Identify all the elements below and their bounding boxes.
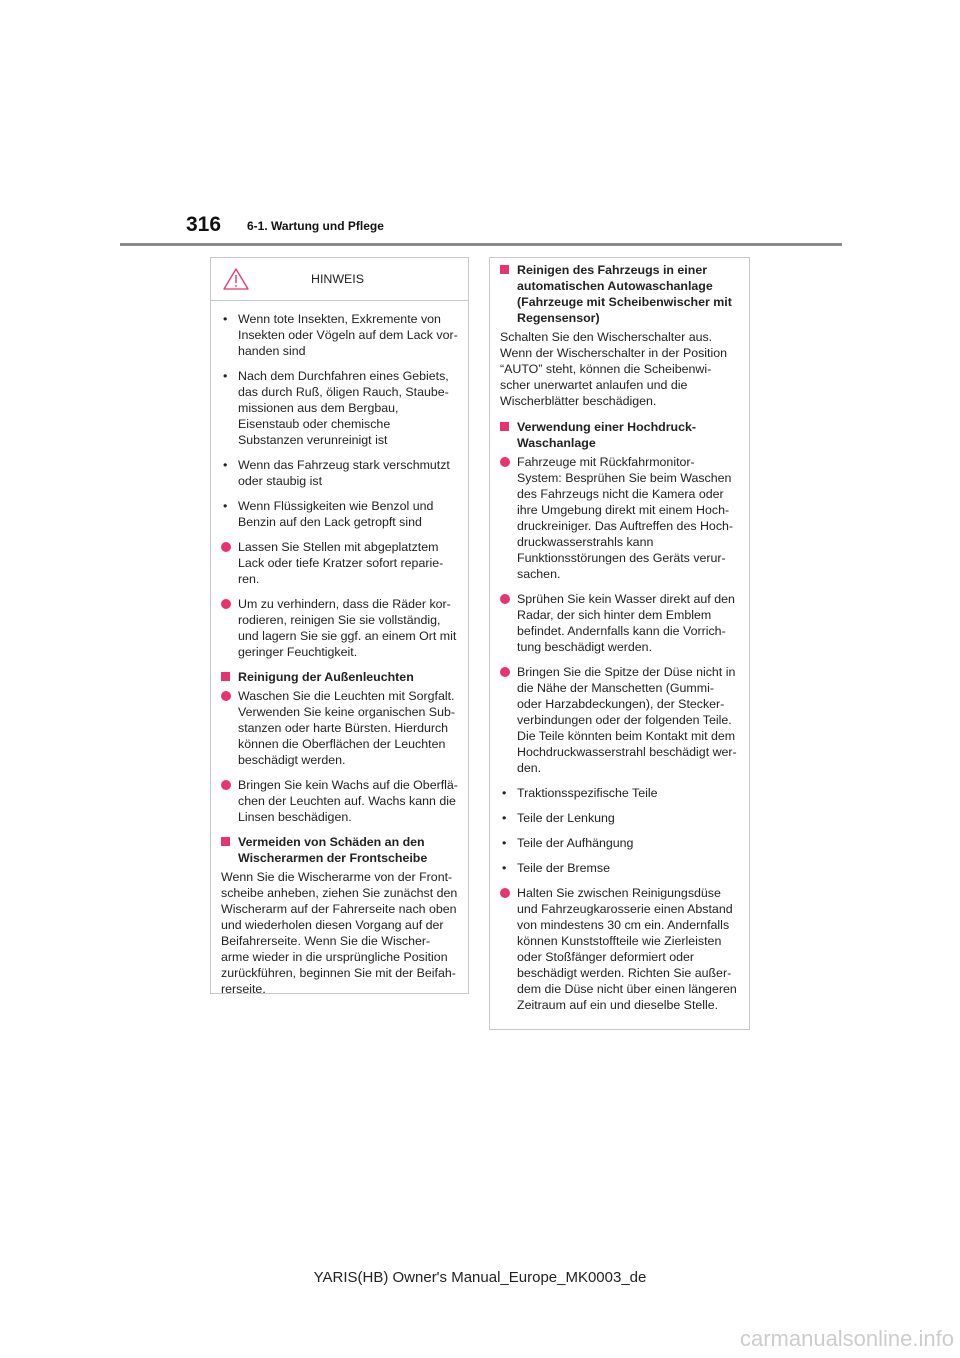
paragraph: Schalten Sie den Wischerschalter aus. Wenn der Wischerschalter in der Position “AUTO” steht, können die Scheibenwi-scher unerwartet anlaufen und die Wischerblätter beschädigen. xyxy=(500,330,728,408)
bullet-icon xyxy=(500,457,510,467)
notice-box xyxy=(210,257,469,994)
list-item: Lassen Sie Stellen mit abgeplatztem Lack oder tiefe Kratzer sofort reparie-ren. xyxy=(221,539,458,587)
list-item: • Teile der Lenkung xyxy=(502,811,615,825)
notice-header xyxy=(221,266,458,300)
subheading: Verwendung einer Hochdruck-Waschanlage xyxy=(500,419,739,451)
square-bullet-icon xyxy=(221,837,230,846)
warning-triangle-icon xyxy=(223,268,249,290)
page-number: 316 xyxy=(186,213,222,236)
list-item: Bringen Sie die Spitze der Düse nicht in die Nähe der Manschetten (Gummi- oder Harzabdeckungen), der Stecker-verbindungen oder der folgenden Teile. Die Teile könnten beim Kontakt mit dem Hochdruckwasserstrahl beschädigt wer-den. xyxy=(500,664,739,776)
list-item: Bringen Sie kein Wachs auf die Oberflä-chen der Leuchten auf. Wachs kann die Linsen beschädigen. xyxy=(221,777,458,825)
list-item: Um zu verhindern, dass die Räder kor-rodieren, reinigen Sie sie vollständig, und lagern Sie sie ggf. an einem Ort mit geringer Feuchtigkeit. xyxy=(221,596,458,660)
watermark: carmanualsonline.info xyxy=(739,1326,954,1351)
square-bullet-icon xyxy=(500,422,509,431)
list-item: Sprühen Sie kein Wasser direkt auf den Radar, der sich hinter dem Emblem befindet. Andernfalls kann die Vorrich-tung beschädigt werden. xyxy=(500,591,739,655)
list-item: • Teile der Bremse xyxy=(502,861,610,875)
notice-divider xyxy=(211,300,468,301)
section-title: 6-1. Wartung und Pflege xyxy=(247,219,384,233)
subheading: Reinigung der Außenleuchten xyxy=(221,669,458,685)
square-bullet-icon xyxy=(221,672,230,681)
bullet-icon xyxy=(221,599,231,609)
notice-box-continued xyxy=(489,257,750,1030)
bullet-icon xyxy=(221,542,231,552)
list-item: Fahrzeuge mit Rückfahrmonitor-System: Besprühen Sie beim Waschen des Fahrzeugs nicht die Kamera oder ihre Umgebung direkt mit einem Hoch-druckreiniger. Das Auftreffen des Hoch-druckwasserstrahls kann Funktionsstörungen des Geräts verur-sachen. xyxy=(500,454,739,582)
bullet-icon xyxy=(221,780,231,790)
subheading: Vermeiden von Schäden an den Wischerarmen der Frontscheibe xyxy=(221,834,458,866)
list-item: • Wenn Flüssigkeiten wie Benzol und Benzin auf den Lack getropft sind xyxy=(223,499,434,529)
list-item: Halten Sie zwischen Reinigungsdüse und Fahrzeugkarosserie einen Abstand von mindestens 30 cm ein. Andernfalls können Kunststoffteile wie Zierleisten oder Stoßfänger deformiert oder beschädigt werden. Richten Sie außer-dem die Düse nicht über einen längeren Zeitraum auf ein und dieselbe Stelle. xyxy=(500,885,739,1013)
header-divider xyxy=(120,243,842,246)
square-bullet-icon xyxy=(500,265,509,274)
list-item: • Traktionsspezifische Teile xyxy=(502,786,658,800)
bullet-icon xyxy=(500,888,510,898)
list-item: • Nach dem Durchfahren eines Gebiets, das durch Ruß, öligen Rauch, Staube-missionen aus dem Bergbau, Eisenstaub oder chemische Substanzen verunreinigt ist xyxy=(223,369,449,447)
bullet-icon xyxy=(500,667,510,677)
bullet-icon xyxy=(500,594,510,604)
paragraph: Wenn Sie die Wischerarme von der Front-scheibe anheben, ziehen Sie zunächst den Wischerarm auf der Fahrerseite nach oben und wiederholen diesen Vorgang auf der Beifahrerseite. Wenn Sie die Wischer-arme wieder in die ursprüngliche Position zurückführen, beginnen Sie mit der Beifah-rerseite. xyxy=(221,870,458,996)
list-item: • Teile der Aufhängung xyxy=(502,836,634,850)
subheading: Reinigen des Fahrzeugs in einer automatischen Autowaschanlage (Fahrzeuge mit Scheibenwischer mit Regensensor) xyxy=(500,262,739,326)
manual-footer: YARIS(HB) Owner's Manual_Europe_MK0003_de xyxy=(313,1269,647,1286)
bullet-icon xyxy=(221,691,231,701)
notice-label: HINWEIS xyxy=(311,272,365,286)
list-item: • Wenn das Fahrzeug stark verschmutzt oder staubig ist xyxy=(223,458,450,488)
list-item: • Wenn tote Insekten, Exkremente von Insekten oder Vögeln auf dem Lack vor-handen sind xyxy=(223,312,458,358)
list-item: Waschen Sie die Leuchten mit Sorgfalt. Verwenden Sie keine organischen Sub-stanzen oder harte Bürsten. Hierdurch können die Oberflächen der Leuchten beschädigt werden. xyxy=(221,688,458,768)
